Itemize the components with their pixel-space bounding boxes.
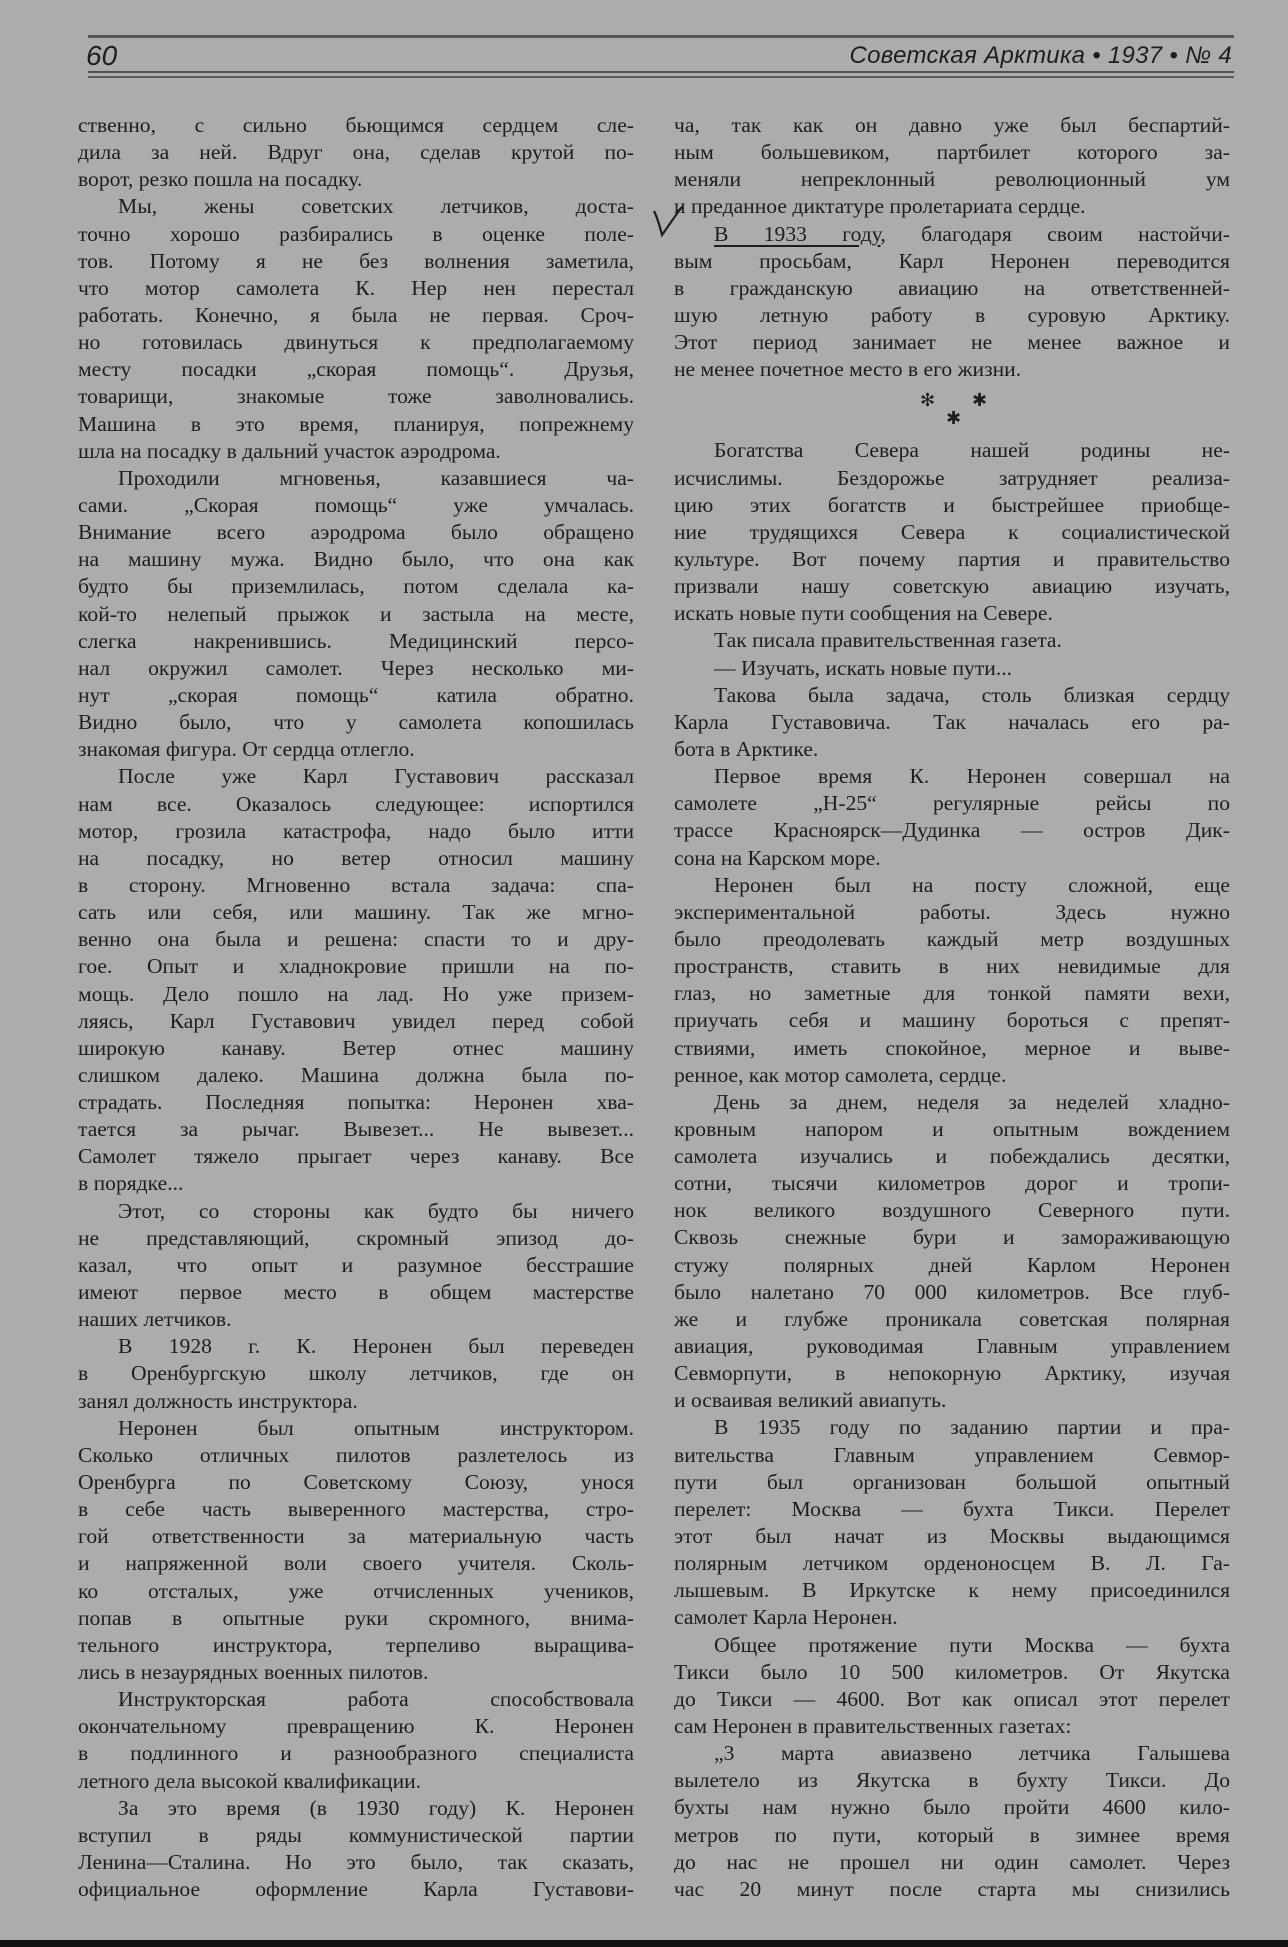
text-line: культуре. Вот почему партия и правительство <box>674 546 1230 571</box>
text-line: В 1928 г. К. Неронен был переведен <box>118 1334 634 1359</box>
text-line: стужу полярных дней Карлом Неронен <box>674 1252 1230 1277</box>
text-line: в порядке... <box>78 1171 184 1196</box>
text-line: В 1933 году, благодаря своим настойчи- <box>714 221 1230 246</box>
text-line: Машина в это время, планируя, попрежнему <box>78 411 634 436</box>
text-line: глаз, но заметные для тонкой памяти вехи, <box>674 981 1230 1006</box>
text-line: товарищи, знакомые тоже заволновались. <box>78 384 634 409</box>
text-line: сам Неронен в правительственных газетах: <box>674 1714 1072 1739</box>
text-line: имеют первое место в общем мастерстве <box>78 1280 634 1305</box>
text-line: и напряженной воли своего учителя. Сколь- <box>78 1551 634 1576</box>
text-line: — Изучать, искать новые пути... <box>714 655 1013 680</box>
asterisk-icon: ✱ <box>946 408 962 429</box>
text-line: слегка накренившись. Медицинский персо- <box>78 628 634 653</box>
text-line: самолете „Н-25“ регулярные рейсы по <box>674 791 1230 816</box>
text-line: ляясь, Карл Густавович увидел перед собой <box>78 1008 634 1033</box>
text-line: летного дела высокой квалификации. <box>78 1768 422 1793</box>
text-line: Карла Густавовича. Так началась его ра- <box>674 709 1230 734</box>
text-line: Севморпути, в непокорную Арктику, изучая <box>674 1361 1230 1386</box>
header-rule-top <box>88 35 1234 38</box>
text-line: час 20 минут после старта мы снизились <box>674 1876 1230 1901</box>
text-line: Сквозь снежные бури и замораживающую <box>674 1225 1230 1250</box>
text-line: было налетано 70 000 километров. Все глуб- <box>674 1279 1230 1304</box>
text-line: призвали нашу советскую авиацию изучать, <box>674 574 1230 599</box>
text-line: наших летчиков. <box>78 1307 232 1332</box>
header-rule-double-1 <box>88 71 1234 73</box>
text-line: тельного инструктора, терпеливо выращива- <box>78 1632 634 1657</box>
text-line: дила за ней. Вдруг она, сделав крутой по- <box>78 140 634 165</box>
left-column <box>78 112 634 1903</box>
asterisk-icon: ✻ <box>920 390 936 411</box>
text-line: нал окружил самолет. Через несколько ми- <box>78 655 634 680</box>
text-line: Такова была задача, столь близкая сердцу <box>714 682 1230 707</box>
text-line: ным большевиком, партбилет которого за- <box>674 140 1230 165</box>
text-line: же и глубже проникала советская полярная <box>674 1306 1230 1331</box>
text-line: После уже Карл Густавович рассказал <box>118 764 634 789</box>
text-line: месту посадки „скорая помощь“. Друзья, <box>78 357 634 382</box>
text-line: в подлинного и разнообразного специалиста <box>78 1741 634 1766</box>
text-line: перелет: Москва — бухта Тикси. Перелет <box>674 1496 1230 1521</box>
text-line: шую летную работу в суровую Арктику. <box>674 302 1230 327</box>
text-line: широкую канаву. Ветер отнес машину <box>78 1035 634 1060</box>
text-line: пространств, ставить в них невидимые для <box>674 954 1230 979</box>
text-line: не представляющий, скромный эпизод до- <box>78 1225 634 1250</box>
text-line: вым просьбам, Карл Неронен переводится <box>674 248 1230 273</box>
text-line: искать новые пути сообщения на Севере. <box>674 601 1053 626</box>
text-line: в гражданскую авиацию на ответственней- <box>674 275 1230 300</box>
text-line: кой-то нелепый прыжок и застыла на месте, <box>78 601 634 626</box>
text-line: авиация, руководимая Главным управлением <box>674 1334 1230 1359</box>
text-line: экспериментальной работы. Здесь нужно <box>674 899 1230 924</box>
text-line: страдать. Последняя попытка: Неронен хва- <box>78 1090 634 1115</box>
text-line: вительства Главным управлением Севмор- <box>674 1442 1230 1467</box>
text-line: было преодолевать каждый метр воздушных <box>674 926 1230 951</box>
text-line: самолет Карла Неронен. <box>674 1605 898 1630</box>
text-line: ние трудящихся Севера к социалистической <box>674 519 1230 544</box>
text-line: до нас не прошел ни один самолет. Через <box>674 1849 1230 1874</box>
text-line: ренное, как мотор самолета, сердце. <box>674 1062 1007 1087</box>
text-line: Видно было, что у самолета копошилась <box>78 710 634 735</box>
text-line: нок великого воздушного Северного пути. <box>674 1198 1230 1223</box>
text-line: лись в незаурядных военных пилотов. <box>78 1660 429 1685</box>
text-line: Богатства Севера нашей родины не- <box>714 438 1230 463</box>
text-line: ственно, с сильно бьющимся сердцем сле- <box>78 113 634 137</box>
text-line: меняли непреклонный революционный ум <box>674 167 1230 192</box>
right-column <box>674 112 1230 1903</box>
text-line: Внимание всего аэродрома было обращено <box>78 520 634 545</box>
text-line: Этот период занимает не менее важное и <box>674 330 1230 355</box>
text-line: и преданное диктатуре пролетариата сердце. <box>674 194 1086 219</box>
text-line: вступил в ряды коммунистической партии <box>78 1822 634 1847</box>
text-line: ворот, резко пошла на посадку. <box>78 167 363 192</box>
text-line: этот был начат из Москвы выдающимся <box>674 1524 1230 1549</box>
text-line: бухты нам нужно было пройти 4600 кило- <box>674 1795 1230 1820</box>
text-line: Ленина—Сталина. Но это было, так сказать, <box>78 1850 634 1874</box>
text-line: шла на посадку в дальний участок аэродрома. <box>78 438 501 463</box>
text-line: сами. „Скорая помощь“ уже умчалась. <box>78 492 634 517</box>
text-line: лышевым. В Иркутске к нему присоединился <box>674 1578 1230 1603</box>
text-line: исчислимы. Бездорожье затрудняет реализа- <box>674 465 1230 490</box>
text-line: метров по пути, который в зимнее время <box>674 1822 1230 1847</box>
text-line: на посадку, но ветер относил машину <box>78 845 634 870</box>
text-line: окончательному превращению К. Неронен <box>78 1714 634 1739</box>
text-line: Самолет тяжело прыгает через канаву. Все <box>78 1144 634 1169</box>
text-line: ствиями, иметь спокойное, мерное и выве- <box>674 1035 1230 1060</box>
text-line: полярным летчиком орденоносцем В. Л. Га- <box>674 1551 1230 1576</box>
text-line: Неронен был на посту сложной, еще <box>714 872 1230 897</box>
text-line: но готовилась двинуться к предполагаемому <box>78 330 634 355</box>
text-line: Так писала правительственная газета. <box>714 628 1062 653</box>
text-line: приучать себя и машину бороться с препят- <box>674 1008 1230 1033</box>
text-line: трассе Красноярск—Дудинка — остров Дик- <box>674 818 1230 843</box>
text-line: гой ответственности за материальную часть <box>78 1524 634 1549</box>
text-line: в Оренбургскую школу летчиков, где он <box>78 1361 634 1386</box>
text-line: нам все. Оказалось следующее: испортился <box>78 791 634 816</box>
text-line: официальное оформление Карла Густавови- <box>78 1877 634 1902</box>
text-line: Этот, со стороны как будто бы ничего <box>118 1198 634 1223</box>
section-break <box>674 383 1230 437</box>
text-line: слишком далеко. Машина должна была по- <box>78 1062 634 1087</box>
text-line: в себе часть выверенного мастерства, стро- <box>78 1497 634 1522</box>
page-number: 60 <box>86 40 118 71</box>
text-line: до Тикси — 4600. Вот как описал этот перелет <box>674 1686 1230 1711</box>
text-line: нут „скорая помощь“ катила обратно. <box>78 682 634 707</box>
text-line: самолета изучались и побеждались десятки, <box>674 1144 1230 1169</box>
text-line: День за днем, неделя за неделей хладно- <box>714 1089 1230 1114</box>
text-line: В 1935 году по заданию партии и пра- <box>714 1415 1230 1440</box>
text-line: мощь. Дело пошло на лад. Но уже призем- <box>78 981 634 1006</box>
text-line: ко отсталых, уже отчисленных учеников, <box>78 1578 634 1603</box>
text-line: Тикси было 10 500 километров. От Якутска <box>674 1659 1230 1684</box>
underlined-phrase: В 1933 году <box>714 221 881 246</box>
text-line: „3 марта авиазвено летчика Галышева <box>714 1741 1230 1766</box>
text-line: Оренбурга по Советскому Союзу, унося <box>78 1470 634 1495</box>
text-line: занял должность инструктора. <box>78 1388 358 1413</box>
text-line: цию этих богатств и быстрейшее приобще- <box>674 492 1230 517</box>
text-line: работать. Конечно, я была не первая. Сроч- <box>78 302 634 327</box>
text-line: попав в опытные руки скромного, внима- <box>78 1605 634 1630</box>
asterisk-icon: ✱ <box>972 390 988 411</box>
text-line: на машину мужа. Видно было, что она как <box>78 547 634 572</box>
text-line: вылетело из Якутска в бухту Тикси. До <box>674 1768 1230 1793</box>
text-line: казал, что опыт и разумное бесстрашие <box>78 1252 634 1277</box>
text-line: сона на Карском море. <box>674 845 881 870</box>
text-line: тается за рычаг. Вывезет... Не вывезет... <box>78 1117 634 1142</box>
text-line: в сторону. Мгновенно встала задача: спа- <box>78 872 634 897</box>
text-line: Сколько отличных пилотов разлетелось из <box>78 1442 634 1467</box>
text-line: тов. Потому я не без волнения заметила, <box>78 248 634 273</box>
text-line: что мотор самолета К. Нер нен перестал <box>78 275 634 300</box>
text-line: сотни, тысячи километров дорог и тропи- <box>674 1171 1230 1196</box>
text-line: и осваивая великий авиапуть. <box>674 1388 947 1413</box>
scan-edge <box>0 1940 1288 1947</box>
text-line: мотор, грозила катастрофа, надо было итти <box>78 818 634 843</box>
text-line: бота в Арктике. <box>674 736 819 761</box>
text-line: точно хорошо разбирались в оценке поле- <box>78 221 634 246</box>
text-line: Мы, жены советских летчиков, доста- <box>118 194 634 219</box>
text-line: гое. Опыт и хладнокровие пришли на по- <box>78 954 634 979</box>
text-line: Неронен был опытным инструктором. <box>118 1415 634 1440</box>
text-line: венно она была и решена: спасти то и дру- <box>78 927 634 952</box>
header-rule-double-2 <box>88 76 1234 78</box>
checkmark-margin-icon <box>650 205 684 245</box>
text-line: кровным напором и опытным вождением <box>674 1116 1230 1141</box>
text-line: За это время (в 1930 году) К. Неронен <box>118 1795 634 1820</box>
text-line: Инструкторская работа способствовала <box>118 1687 634 1712</box>
right-column-part-1 <box>674 112 1230 383</box>
text-line: знакомая фигура. От сердца отлегло. <box>78 737 415 762</box>
text-line: Первое время К. Неронен совершал на <box>714 764 1230 789</box>
running-head: Советская Арктика • 1937 • № 4 <box>849 42 1232 69</box>
text-line: будто бы приземлилась, потом сделала ка- <box>78 574 634 599</box>
text-line: не менее почетное место в его жизни. <box>674 357 1022 382</box>
text-line: ча, так как он давно уже был беспартий- <box>674 113 1230 137</box>
text-line: Проходили мгновенья, казавшиеся ча- <box>118 465 634 490</box>
text-line: сать или себя, или машину. Так же мгно- <box>78 900 634 925</box>
text-line: Общее протяжение пути Москва — бухта <box>714 1632 1230 1657</box>
text-line: пути был организован большой опытный <box>674 1469 1230 1494</box>
right-column-part-2 <box>674 437 1230 1903</box>
